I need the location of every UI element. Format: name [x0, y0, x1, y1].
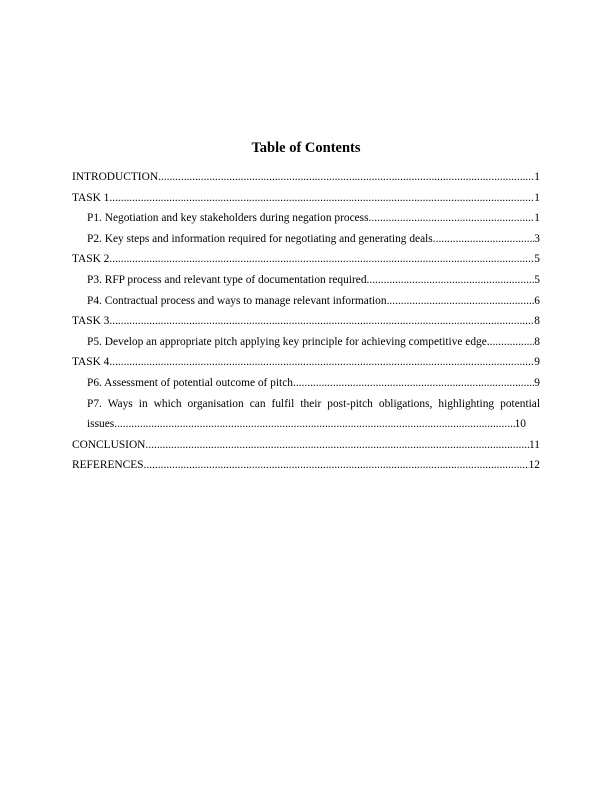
toc-entry-p6[interactable]: [72, 373, 540, 394]
toc-entry-task-3[interactable]: [72, 311, 540, 332]
toc-entry-label: P6. Assessment of potential outcome of pitch: [87, 376, 293, 389]
toc-entry-p1[interactable]: [72, 208, 540, 229]
toc-entry-p7[interactable]: [72, 394, 540, 435]
dot-leader: [369, 208, 535, 229]
toc-entry-page: 1: [534, 212, 540, 225]
toc-entry-task-4[interactable]: [72, 352, 540, 373]
toc-entry-label: TASK 4: [72, 356, 110, 369]
toc-entry-label: CONCLUSION: [72, 438, 146, 451]
toc-entry-p4[interactable]: [72, 291, 540, 312]
toc-entry-p3[interactable]: [72, 270, 540, 291]
toc-entry-page: 1: [534, 191, 540, 204]
toc-entry-label-line-1: P7. Ways in which organisation can fulfil their post-pitch obligations, highlighting potential: [87, 397, 540, 410]
toc-entry-page: 11: [529, 438, 540, 451]
dot-leader: [109, 352, 534, 373]
toc-entry-conclusion[interactable]: [72, 435, 540, 456]
toc-entry-line-2: [87, 414, 526, 435]
toc-entry-label: P3. RFP process and relevant type of documentation required: [87, 273, 367, 286]
toc-entry-page: 8: [534, 335, 540, 348]
toc-entry-page: 3: [534, 232, 540, 245]
dot-leader: [367, 270, 535, 291]
toc-entry-label: INTRODUCTION: [72, 171, 159, 183]
toc-entry-page: 5: [534, 273, 540, 286]
toc-entry-page: 12: [528, 459, 540, 472]
toc-entry-label: P2. Key steps and information required for negotiating and generating deals: [87, 232, 433, 245]
toc-title: Table of Contents: [251, 140, 361, 156]
dot-leader: [145, 435, 529, 456]
toc-entry-p2[interactable]: [72, 229, 540, 250]
toc-entry-page: 9: [534, 376, 540, 389]
toc-entry-references[interactable]: [72, 455, 540, 476]
dot-leader: [144, 455, 529, 476]
toc-entry-label: TASK 3: [72, 315, 110, 328]
dot-leader: [158, 167, 534, 188]
table-of-contents: [72, 138, 540, 476]
toc-entry-task-1[interactable]: [72, 188, 540, 209]
dot-leader: [293, 373, 534, 394]
toc-entry-label: TASK 2: [72, 253, 110, 266]
dot-leader: [114, 414, 514, 435]
dot-leader: [487, 332, 534, 353]
toc-entry-p5[interactable]: [72, 332, 540, 353]
toc-entry-page: 6: [534, 294, 540, 307]
toc-entry-introduction[interactable]: [72, 167, 540, 188]
toc-entry-label: REFERENCES: [72, 459, 144, 472]
dot-leader: [387, 291, 535, 312]
toc-entry-page: 9: [534, 356, 540, 369]
toc-entry-label-line-2: issues: [87, 418, 115, 431]
dot-leader: [433, 229, 535, 250]
dot-leader: [109, 311, 534, 332]
toc-entry-list: [72, 167, 540, 476]
toc-entry-label: P4. Contractual process and ways to manage relevant information: [87, 294, 387, 307]
dot-leader: [109, 188, 534, 209]
toc-entry-task-2[interactable]: [72, 249, 540, 270]
toc-entry-page: 1: [534, 171, 540, 183]
toc-entry-page: 8: [534, 315, 540, 328]
toc-entry-label: P1. Negotiation and key stakeholders during negation process: [87, 212, 369, 225]
toc-entry-label: P5. Develop an appropriate pitch applying key principle for achieving competitive edge: [87, 335, 487, 348]
toc-entry-page: 5: [534, 253, 540, 266]
dot-leader: [109, 249, 534, 270]
toc-entry-label: TASK 1: [72, 191, 110, 204]
toc-entry-page: 10: [514, 418, 526, 431]
